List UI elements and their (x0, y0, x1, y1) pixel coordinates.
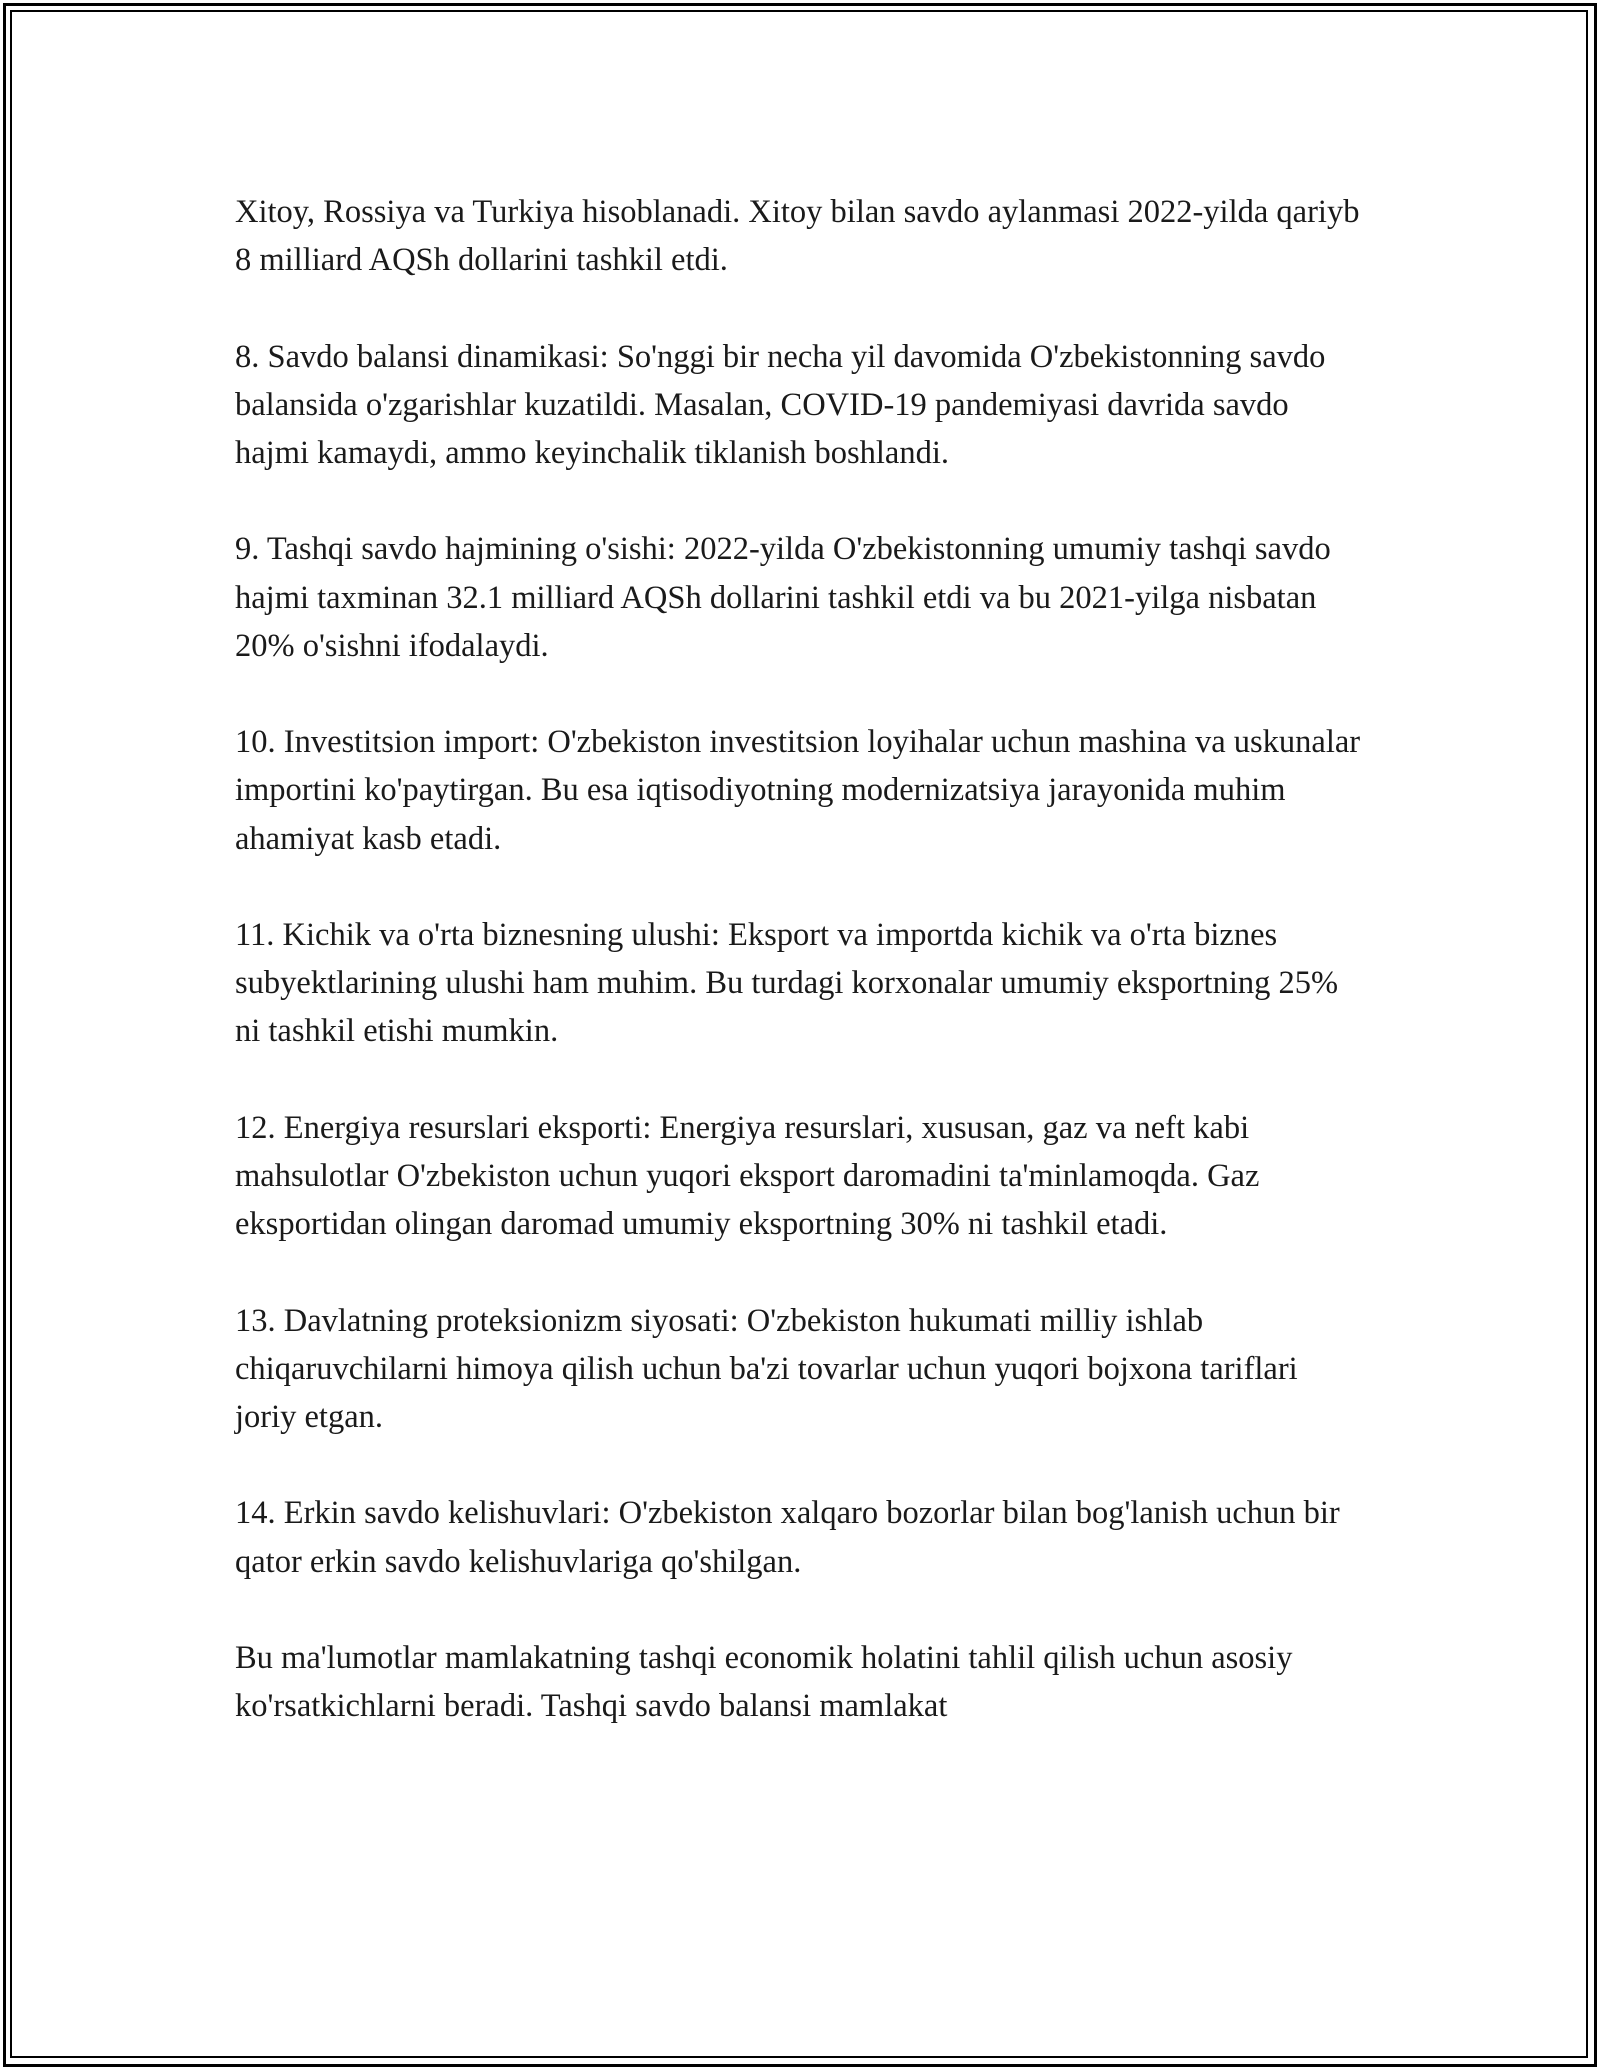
paragraph-investment-import: 10. Investitsion import: O'zbekiston investitsion loyihalar uchun mashina va uskunalar importini ko'paytirgan. Bu esa iqtisodiyotning modernizatsiya jarayonida muhim ahamiyat kasb etadi. (235, 724, 1361, 857)
paragraph-free-trade-agreements: 14. Erkin savdo kelishuvlari: O'zbekiston xalqaro bozorlar bilan bog'lanish uchun bir qator erkin savdo kelishuvlariga qo'shilgan. (235, 1495, 1340, 1580)
paragraph-energy-export: 12. Energiya resurslari eksporti: Energiya resurslari, xususan, gaz va neft kabi mahsulotlar O'zbekiston uchun yuqori eksport daromadini ta'minlamoqda. Gaz eksportidan olingan daromad umumiy eksportning 30% ni tashkil etadi. (235, 1109, 1260, 1243)
paragraph-protectionism-policy: 13. Davlatning proteksionizm siyosati: O'zbekiston hukumati milliy ishlab chiqaruvchilarni himoya qilish uchun ba'zi tovarlar uchun yuqori bojxona tariflari joriy etgan. (235, 1302, 1298, 1435)
paragraph-trade-balance-dynamics: 8. Savdo balansi dinamikasi: So'nggi bir necha yil davomida O'zbekistonning savdo balansida o'zgarishlar kuzatildi. Masalan, COVID-19 pandemiyasi davrida savdo hajmi kamaydi, ammo keyinchalik tiklanish boshlandi. (235, 338, 1326, 471)
paragraph-conclusion: Bu ma'lumotlar mamlakatning tashqi economik holatini tahlil qilish uchun asosiy ko'rsatkichlarni beradi. Tashqi savdo balansi mamlakat (235, 1639, 1293, 1725)
document-body (235, 188, 1365, 1730)
paragraph-small-business-share: 11. Kichik va o'rta biznesning ulushi: Eksport va importda kichik va o'rta biznes subyektlarining ulushi ham muhim. Bu turdagi korxonalar umumiy eksportning 25% ni tashkil etishi mumkin. (235, 916, 1339, 1050)
paragraph-foreign-trade-growth: 9. Tashqi savdo hajmining o'sishi: 2022-yilda O'zbekistonning umumiy tashqi savdo hajmi taxminan 32.1 milliard AQSh dollarini tashkil etdi va bu 2021-yilga nisbatan 20% o'sishni ifodalaydi. (235, 531, 1331, 664)
paragraph-intro-trade-partners: Xitoy, Rossiya va Turkiya hisoblanadi. Xitoy bilan savdo aylanmasi 2022-yilda qariyb 8 milliard AQSh dollarini tashkil etdi. (235, 194, 1360, 279)
